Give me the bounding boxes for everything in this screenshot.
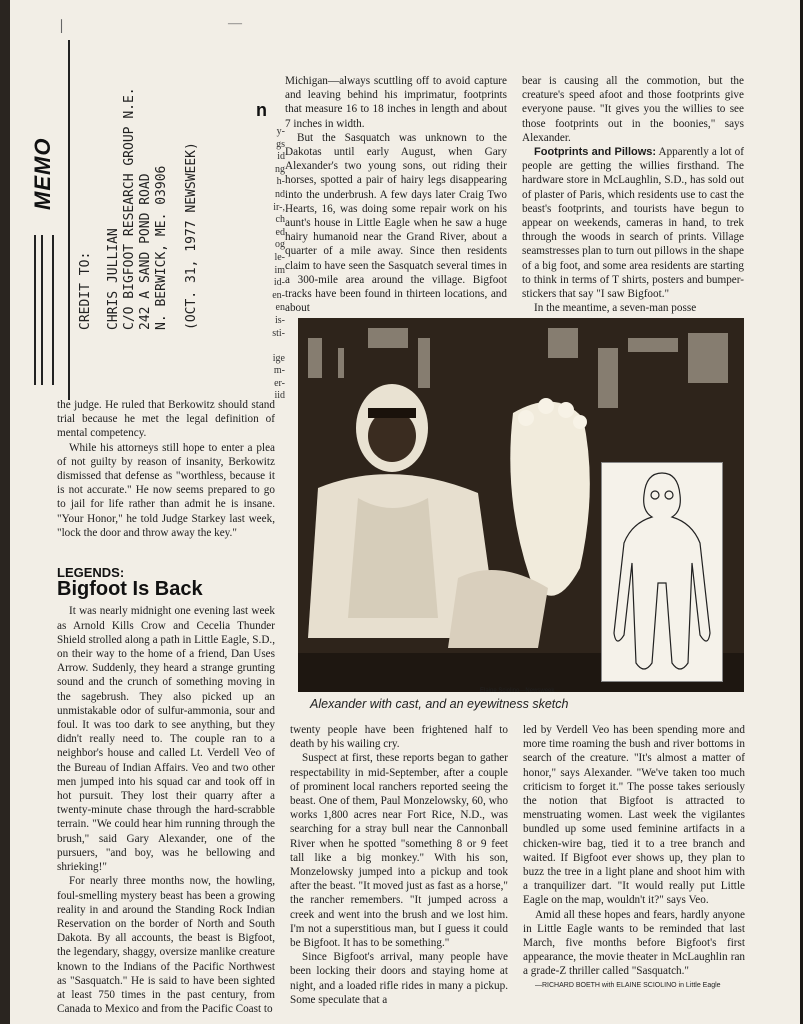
paragraph: While his attorneys still hope to enter a plea of not guilty by reason of insanity, Berkowitz dismissed that defense as "worthless, because it is not accurate." He now seems prepared to go to jail for life rather than admit he is insane. "Your Honor," he told Judge Starkey last week, "lock the door and throw away the key.": [57, 441, 275, 539]
paragraph: twenty people have been frightened half to death by his wailing cry.: [290, 724, 508, 751]
paragraph: led by Verdell Veo has been spending more and more time roaming the bush and river bottoms in search of the creature. "It's almost a matter of honor," says Alexander. "We've taken too much criticism to forget it." The posse takes seriously the notion that Bigfoot is attracted to menstruating women. Last week the vigilantes bundled up some used feminine artifacts in a chicken-wire bag, tied it to a tree branch and waited. If Bigfoot ever shows up, they plan to buzz the tree in a light plane and shoot him with a tranquilizer dart. "It would really put Little Eagle on the map, wouldn't it?" says Veo.: [523, 724, 745, 907]
fragment-line: iid: [274, 390, 285, 402]
run-in-head: Footprints and Pillows:: [534, 146, 657, 159]
paragraph-text: Apparently a lot of people are getting the willies firsthand. The hardware store in McLaughlin, S.D., has sold out of plaster of Paris, which residents use to cast the beast's footprints, and tourists have begun to appear on weekends, cameras in hand, to trek through the woods in search of prints. Village seamstresses plan to turn out pillows in the shape of a big foot, and some area residents are starting to think in terms of T shirts, posters and bumper-stickers that say "I saw Bigfoot.": [522, 146, 745, 301]
article-headline: Bigfoot Is Back: [57, 578, 203, 601]
paragraph: bear is causing all the commotion, but the creature's speed afoot and those footprints give everyone pause. "It gives you the willies to see those footprints out in the boonies," says Alexander.: [522, 75, 744, 144]
paragraph: It was nearly midnight one evening last week as Arnold Kills Crow and Cecelia Thunder Shield strolled along a path in Little Eagle, S.D., on their way to the home of a friend, Dan Uses Arrow. Suddenly, they heard a strange grunting sound and the crunch of something moving in the sagebrush. They also picked up an unmistakable odor of sulfur-ammonia, sour and foul. It was too dark to see anything, but they didn't really need to. The couple ran to a neighbor's house and called Lt. Verdell Veo of the Bureau of Indian Affairs. Veo and two other men jumped into his squad car and took off in hot pursuit. They lost their quarry after a twenty-minute chase through the hard-scrabble terrain. "We could hear him running through the brush," said Gary Alexander, one of the pursuers, "and boy, was he bellowing and shrieking!": [57, 605, 275, 874]
fragment-line: og: [275, 239, 285, 251]
paragraph: Amid all these hopes and fears, hardly anyone in Little Eagle wants to be reminded that last March, five months before Bigfoot's first appearance, the movie theater in McLaughlin ran a grade-Z thriller called "Sasquatch.": [523, 908, 745, 978]
credit-line: 242 A SAND POND ROAD: [138, 173, 153, 330]
scan-edge: [0, 0, 10, 1024]
fragment-line: en-: [272, 289, 285, 301]
memo-rule-outer: [34, 235, 54, 385]
paragraph: Suspect at first, these reports began to gather respectability in mid-September, after a couple of prominent local ranchers reported seeing the beast. One of them, Paul Monzelowsky, 60, who works 1,800 acres near Fort Rice, N.D., was searching for a stray bull near the Cannonball River when he spotted "something 8 or 9 feet tall like a big monkey." With his son, Monzelowsky jumped into a pickup and took after the beast. "It moved just as fast as a horse," the rancher remembers. "It jumped across a creek and went into the brush and we lost him. I'm not a superstitious man, but I guess it could be Bigfoot. It has to be something.": [290, 752, 508, 950]
left-column: [57, 398, 275, 1016]
fragment-line: m-: [273, 365, 285, 377]
credit-line: CHRIS JULLIAN: [106, 228, 121, 330]
paragraph: But the Sasquatch was unknown to the Dakotas until early August, when Gary Alexander's two young sons, out riding their horses, spotted a pair of hairy legs disappearing into the underbrush. A few days later Craig Two Hearts, 16, was doing some repair work on his aunt's house in Little Eagle when he saw a huge hairy humanoid near the Grand River, about a quarter of a mile away. Since then residents claim to have seen the Sasquatch several times in a 300-mile area around the village. Bigfoot tracks have been found in thirteen locations, and about: [285, 131, 507, 315]
fragment-line: is-: [275, 314, 285, 326]
fragment-line: id: [277, 151, 285, 163]
credit-line: (OCT. 31, 1977 NEWSWEEK): [184, 142, 199, 330]
fragment-line: en: [275, 302, 285, 314]
fragment-line: le-: [274, 251, 285, 263]
fragment-line: h-: [276, 176, 285, 188]
fragment-line: sti-: [272, 327, 285, 339]
paragraph: Michigan—always scuttling off to avoid capture and leaving behind his imprimatur, footprints that measure 16 to 18 inches in length and about 7 inches in width.: [285, 75, 507, 130]
paragraph: In the meantime, a seven-man posse: [534, 302, 697, 315]
eyewitness-sketch: [601, 462, 723, 682]
middle-top-column: [285, 74, 507, 315]
crop-mark-right: —: [228, 16, 242, 31]
fragment-line: y-: [276, 126, 285, 137]
right-top-column: [522, 74, 744, 315]
paragraph: Since Bigfoot's arrival, many people have been locking their doors and staying home at night, and a loaded rifle rides in many a pickup. Some speculate that a: [290, 951, 508, 1006]
credit-line: CREDIT TO:: [78, 251, 93, 330]
bigfoot-sketch: [602, 463, 722, 681]
article-byline: —RICHARD BOETH with ELAINE SCIOLINO in Little Eagle: [535, 981, 721, 989]
fragment-line: im: [274, 264, 285, 276]
fragment-line: gs: [276, 138, 285, 150]
credit-line: C/O BIGFOOT RESEARCH GROUP N.E.: [122, 87, 137, 330]
paragraph: For nearly three months now, the howling, foul-smelling mystery beast has been a growing reality in and around the Standing Rock Indian Reservation on the border of North and South Dakota. By all accounts, the beast is Bigfoot, the legendary, shaggy, oversize manlike creature known to the Indians of the Pacific Northwest as "Sasquatch." He is said to have been sighted at least 750 times in the past century, from Canada to Mexico and from the Pacific Coast to: [57, 875, 275, 1016]
photo-caption: Alexander with cast, and an eyewitness sketch: [310, 697, 569, 711]
fragment-line-ends: [255, 126, 285, 403]
section-label: LEGENDS:: [57, 565, 125, 581]
right-bottom-column: [523, 723, 745, 993]
crop-mark-left: ∣: [58, 19, 65, 34]
fragment-line: ch: [275, 214, 285, 226]
photo-credit: Elaine Sciolino—Newsweek: [480, 688, 555, 694]
fragment-line: ed: [275, 226, 285, 238]
middle-bottom-column: [290, 723, 508, 1007]
credit-block: [78, 60, 228, 350]
fragment-line: id-: [273, 277, 285, 289]
fragment-line: nd: [275, 188, 285, 200]
fragment-line: ir-,: [273, 201, 285, 213]
fragment-line: er-: [274, 377, 285, 389]
fragment-line: [255, 340, 285, 353]
fragment-heading: n: [256, 100, 267, 120]
paragraph: the judge. He ruled that Berkowitz should stand trial because he met the legal definition of mental competency.: [57, 399, 275, 440]
fragment-line: ige: [272, 352, 285, 364]
fragment-line: ng: [275, 163, 285, 175]
magazine-page: [10, 0, 800, 1024]
memo-rule-inner: [41, 235, 43, 385]
credit-line: N. BERWICK, ME. 03906: [154, 165, 169, 330]
memo-label: MEMO: [30, 137, 55, 210]
